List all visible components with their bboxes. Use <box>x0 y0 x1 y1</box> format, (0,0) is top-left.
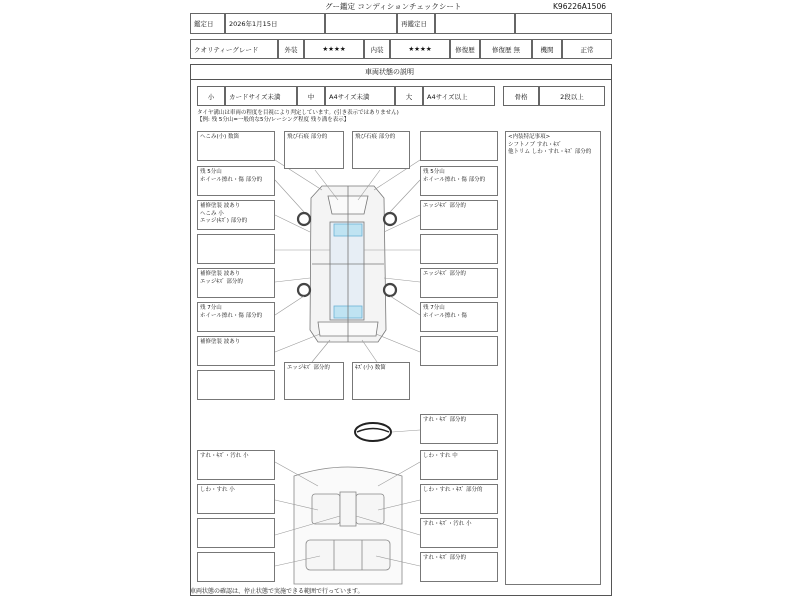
steering-wheel-drawing <box>355 423 391 441</box>
damage-box-rear-bumper-right <box>352 362 410 400</box>
damage-text: 残 7分山 <box>423 305 445 311</box>
frame-check-value: 2段以上 <box>539 86 605 106</box>
exterior-rating: ★★★★ <box>304 39 364 59</box>
appraisal-date-label: 鑑定日 <box>190 13 225 34</box>
damage-text: ｷｽﾞ(小) 数箇 <box>355 365 386 371</box>
damage-text: 補修塗装 波あり <box>200 203 241 209</box>
damage-box-interior-mid-left <box>197 518 275 548</box>
damage-text: 補修塗装 波あり <box>200 339 241 345</box>
damage-text: ホイール擦れ・傷 部分的 <box>200 312 263 319</box>
damage-text: すれ・ｷｽﾞ・汚れ 小 <box>423 521 472 527</box>
damage-text: エッジｷｽﾞ 部分的 <box>423 271 466 277</box>
damage-text: エッジｷｽﾞ 部分的 <box>200 278 243 285</box>
damage-text: 補修塗装 波あり <box>200 271 241 277</box>
damage-text: 残 5分山 <box>200 169 222 175</box>
damage-text: しわ・すれ・ｷｽﾞ 部分的 <box>423 487 483 493</box>
interior-note-1: シフトノブ すれ・ｷｽﾞ <box>508 141 562 148</box>
exterior-label: 外装 <box>278 39 304 59</box>
repair-history-value: 修復歴 無 <box>480 39 532 59</box>
damage-box-left-front-door <box>197 234 275 264</box>
damage-box-front-right <box>420 131 498 161</box>
damage-box-driver-seat <box>197 484 275 514</box>
damage-text: 残 5分山 <box>423 169 445 175</box>
damage-text: 飛び石痕 部分的 <box>287 134 328 140</box>
damage-text: エッジ(ｷｽﾞ) 部分的 <box>200 218 248 224</box>
damage-box-front-bumper-right <box>352 131 410 169</box>
damage-box-rear-seat-right <box>420 552 498 582</box>
section-title: 車両状態の説明 <box>365 68 414 76</box>
damage-text: エッジｷｽﾞ 部分的 <box>287 365 330 371</box>
damage-text: すれ・ｷｽﾞ・汚れ 小 <box>200 453 249 459</box>
legend-medium-desc: A4サイズ未満 <box>325 86 395 106</box>
damage-box-left-front-fender <box>197 200 275 230</box>
legend-large: 大 <box>395 86 423 106</box>
document-code: K96226A1506 <box>553 2 606 11</box>
damage-box-right-front-fender <box>420 200 498 230</box>
damage-box-rear-bumper-left <box>284 362 344 400</box>
damage-text: しわ・すれ 中 <box>423 453 458 459</box>
appraisal-date-value: 2026年1月15日 <box>225 13 325 34</box>
frame-check-label: 骨格 <box>503 86 539 106</box>
damage-box-right-rear-door <box>420 268 498 298</box>
footer-note: 車両状態の確認は、停止状態で実施できる範囲で行っています。 <box>190 588 364 595</box>
engine-label: 機関 <box>532 39 562 59</box>
damage-box-left-rear-bumper <box>197 370 275 400</box>
damage-text: 飛び石痕 部分的 <box>355 134 396 140</box>
damage-box-rear-seat-left <box>197 552 275 582</box>
reappraisal-label: 再鑑定日 <box>397 13 435 34</box>
damage-box-interior-mid-right <box>420 518 498 548</box>
interior-notes-heading: <内装特記事項> <box>508 134 551 140</box>
damage-text: 残 7分山 <box>200 305 222 311</box>
repair-history-label: 修復歴 <box>450 39 480 59</box>
damage-box-right-rear-quarter <box>420 336 498 366</box>
legend-small: 小 <box>197 86 225 106</box>
interior-note-2: 他トリム しわ・すれ・ｷｽﾞ 部分的 <box>508 149 592 155</box>
damage-text: すれ・ｷｽﾞ 部分的 <box>423 417 466 423</box>
damage-text: ホイール擦れ・傷 <box>423 312 467 319</box>
interior-label: 内装 <box>364 39 390 59</box>
damage-box-left-front-wheel <box>197 166 275 196</box>
damage-text: すれ・ｷｽﾞ 部分的 <box>423 555 466 561</box>
legend-medium: 中 <box>297 86 325 106</box>
damage-text: へこみ 小 <box>200 210 224 217</box>
legend-large-desc: A4サイズ以上 <box>423 86 495 106</box>
damage-box-right-front-door <box>420 234 498 264</box>
damage-box-right-front-wheel <box>420 166 498 196</box>
damage-box-left-rear-quarter <box>197 336 275 366</box>
document-title: グー鑑定 コンディションチェックシート <box>325 2 462 11</box>
tire-note-2: 【例: 残 5分山=一般的な5分/レーシング程度 残り溝を表示】 <box>197 117 350 123</box>
tire-note-1: タイヤ溝山は車両の程度を目視により判定しています。(引き表示ではありません) <box>197 110 399 116</box>
damage-text: へこみ(小) 数箇 <box>200 134 240 140</box>
damage-box-front-left <box>197 131 275 161</box>
damage-box-interior-front-right <box>420 450 498 480</box>
quality-grade-label: クオリティーグレード <box>190 39 278 59</box>
damage-box-interior-front-left <box>197 450 275 480</box>
damage-box-left-rear-door <box>197 268 275 298</box>
legend-small-desc: カードサイズ未満 <box>225 86 297 106</box>
damage-box-steering <box>420 414 498 444</box>
interior-rating: ★★★★ <box>390 39 450 59</box>
exterior-car-drawing <box>310 186 386 342</box>
interior-car-drawing <box>294 467 402 584</box>
damage-text: しわ・すれ 小 <box>200 487 235 493</box>
damage-text: ホイール擦れ・傷 部分的 <box>423 176 486 183</box>
damage-box-passenger-seat <box>420 484 498 514</box>
damage-text: ホイール擦れ・傷 部分的 <box>200 176 263 183</box>
damage-box-right-rear-wheel <box>420 302 498 332</box>
damage-box-left-rear-wheel <box>197 302 275 332</box>
engine-value: 正常 <box>562 39 612 59</box>
damage-box-front-bumper-left <box>284 131 344 169</box>
damage-text: エッジｷｽﾞ 部分的 <box>423 203 466 209</box>
